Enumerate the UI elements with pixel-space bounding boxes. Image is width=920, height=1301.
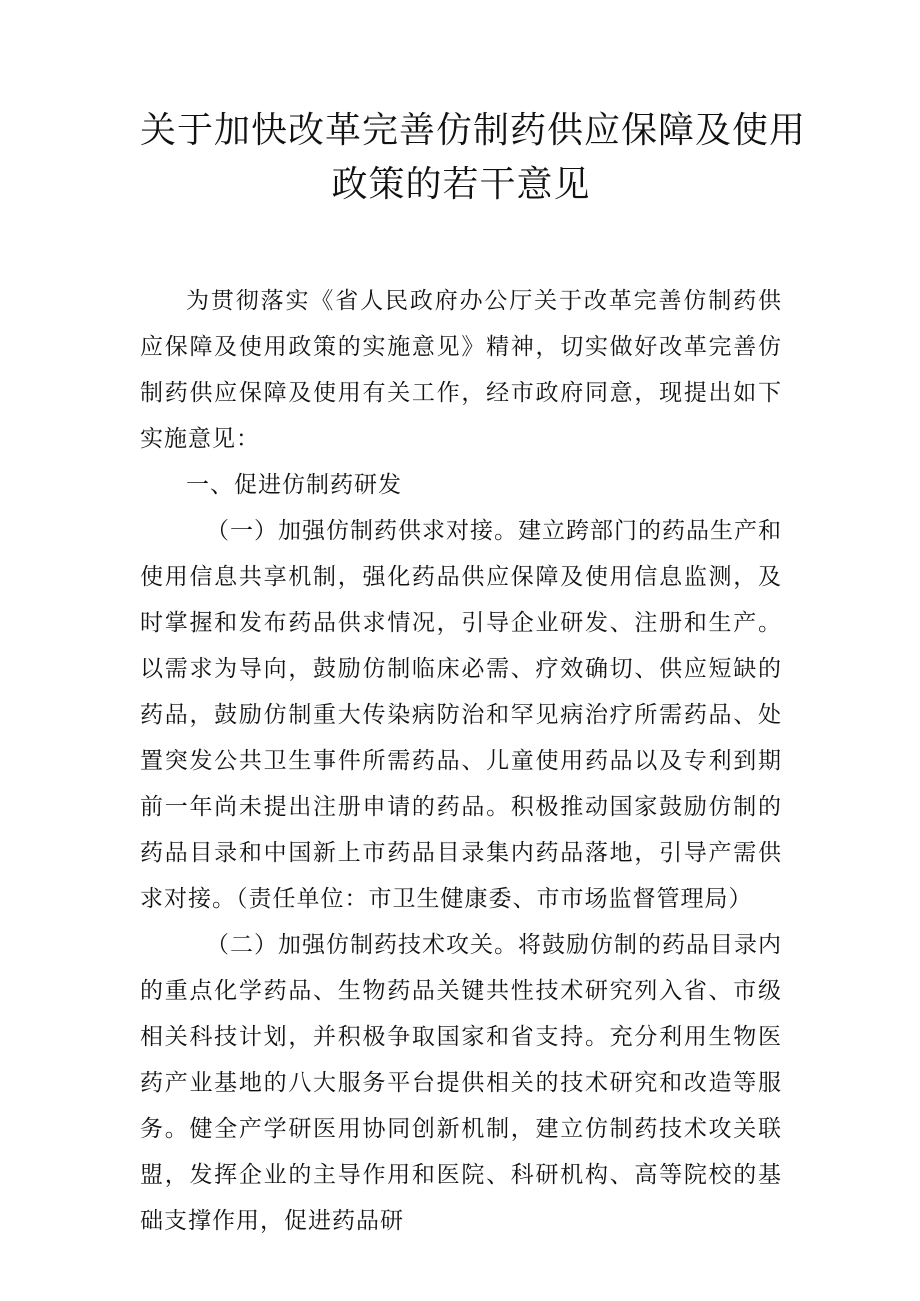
section-heading-1: 一、促进仿制药研发	[186, 472, 402, 498]
title-line-2: 政策的若干意见	[331, 164, 591, 205]
intro-paragraph: 为贯彻落实《省人民政府办公厅关于改革完善仿制药供应保障及使用政策的实施意见》精神，切实做好改革完善仿制药供应保障及使用有关工作，经市政府同意，现提出如下实施意见：	[140, 288, 782, 452]
document-body	[140, 278, 782, 1244]
document-title	[140, 104, 807, 212]
item-paragraph-2: （二）加强仿制药技术攻关。将鼓励仿制的药品目录内的重点化学药品、生物药品关键共性技术研究列入省、市级相关科技计划，并积极争取国家和省支持。充分利用生物医药产业基地的八大服务平台提供相关的技术研究和改造等服务。健全产学研医用协同创新机制，建立仿制药技术攻关联盟，发挥企业的主导作用和医院、科研机构、高等院校的基础支撑作用，促进药品研	[140, 932, 782, 1234]
item-paragraph-1: （一）加强仿制药供求对接。建立跨部门的药品生产和使用信息共享机制，强化药品供应保障及使用信息监测，及时掌握和发布药品供求情况，引导企业研发、注册和生产。以需求为导向，鼓励仿制临床必需、疗效确切、供应短缺的药品，鼓励仿制重大传染病防治和罕见病治疗所需药品、处置突发公共卫生事件所需药品、儿童使用药品以及专利到期前一年尚未提出注册申请的药品。积极推动国家鼓励仿制的药品目录和中国新上市药品目录集内药品落地，引导产需供求对接。（责任单位：市卫生健康委、市市场监督管理局）	[140, 518, 782, 912]
title-line-1: 关于加快改革完善仿制药供应保障及使用	[140, 110, 807, 151]
